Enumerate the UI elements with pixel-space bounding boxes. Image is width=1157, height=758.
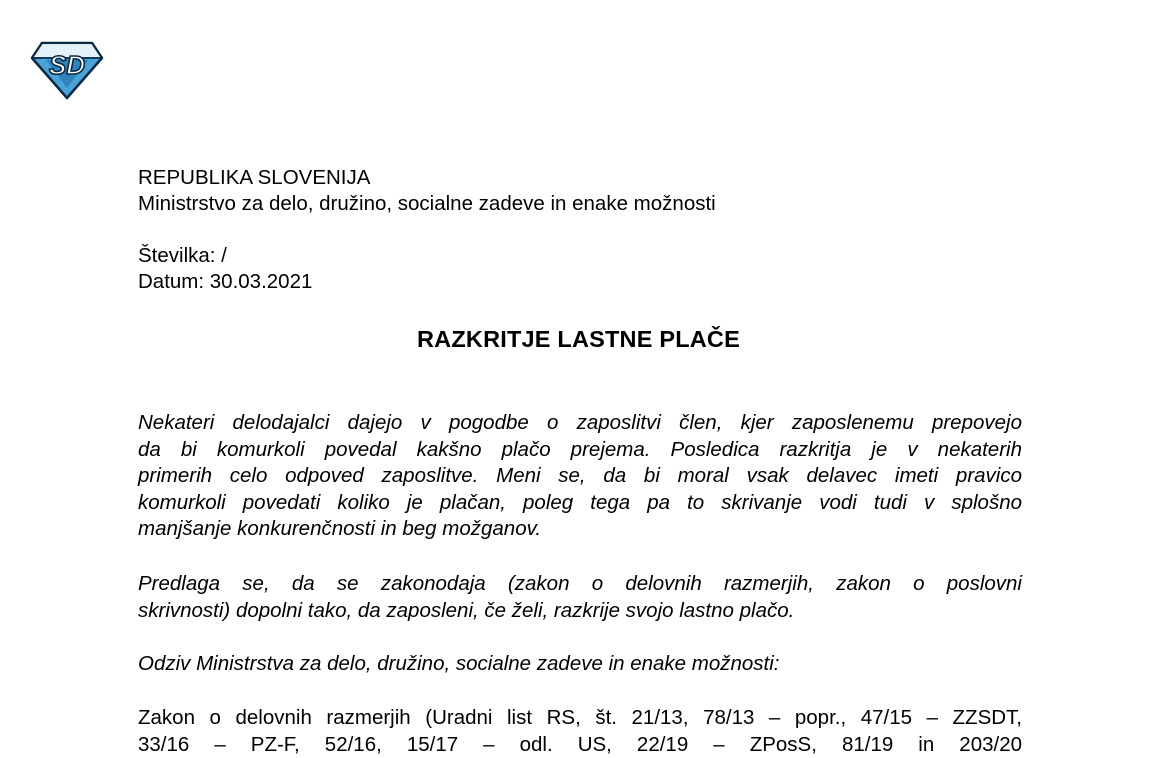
paragraph-line: 33/16 – PZ-F, 52/16, 15/17 – odl. US, 22/19 – ZPosS, 81/19 in 203/20 — [138, 732, 1022, 756]
ministry-logo — [30, 40, 104, 100]
ministry-name: Ministrstvo za delo, družino, socialne zadeve in enake možnosti — [138, 192, 716, 215]
paragraph-line: Nekateri delodajalci dajejo v pogodbe o zaposlitvi člen, kjer zaposlenemu prepovejo — [138, 411, 1022, 434]
paragraph-response — [138, 705, 1022, 758]
document-title: RAZKRITJE LASTNE PLAČE — [417, 326, 740, 352]
paragraph-proposal — [138, 571, 1022, 624]
document-meta — [138, 243, 1022, 295]
logo-lettering: SD — [48, 50, 86, 80]
document-number: Številka: / — [138, 244, 227, 267]
document-date: Datum: 30.03.2021 — [138, 270, 313, 293]
paragraph-line: primerih celo odpoved zaposlitve. Meni se, da bi moral vsak delavec imeti pravico — [138, 464, 1022, 488]
paragraph-line: Predlaga se, da se zakonodaja (zakon o delovnih razmerjih, zakon o poslovni — [138, 572, 1022, 595]
response-heading — [138, 651, 1022, 678]
country-name: REPUBLIKA SLOVENIJA — [138, 166, 371, 189]
paragraph-line: Zakon o delovnih razmerjih (Uradni list RS, št. 21/13, 78/13 – popr., 47/15 – ZZSDT, — [138, 706, 1022, 729]
paragraph-line: da bi komurkoli povedal kakšno plačo prejema. Posledica razkritja je v nekaterih — [138, 437, 1022, 461]
paragraph-line: komurkoli povedati koliko je plačan, poleg tega pa to skrivanje vodi tudi v splošno — [138, 490, 1022, 514]
letterhead — [138, 165, 1022, 217]
paragraph-initiative — [138, 410, 1022, 543]
paragraph-line: skrivnosti) dopolni tako, da zaposleni, če želi, razkrije svojo lastno plačo. — [138, 598, 795, 622]
response-heading-text: Odziv Ministrstva za delo, družino, socialne zadeve in enake možnosti: — [138, 652, 780, 675]
paragraph-line: manjšanje konkurenčnosti in beg možganov. — [138, 517, 542, 541]
